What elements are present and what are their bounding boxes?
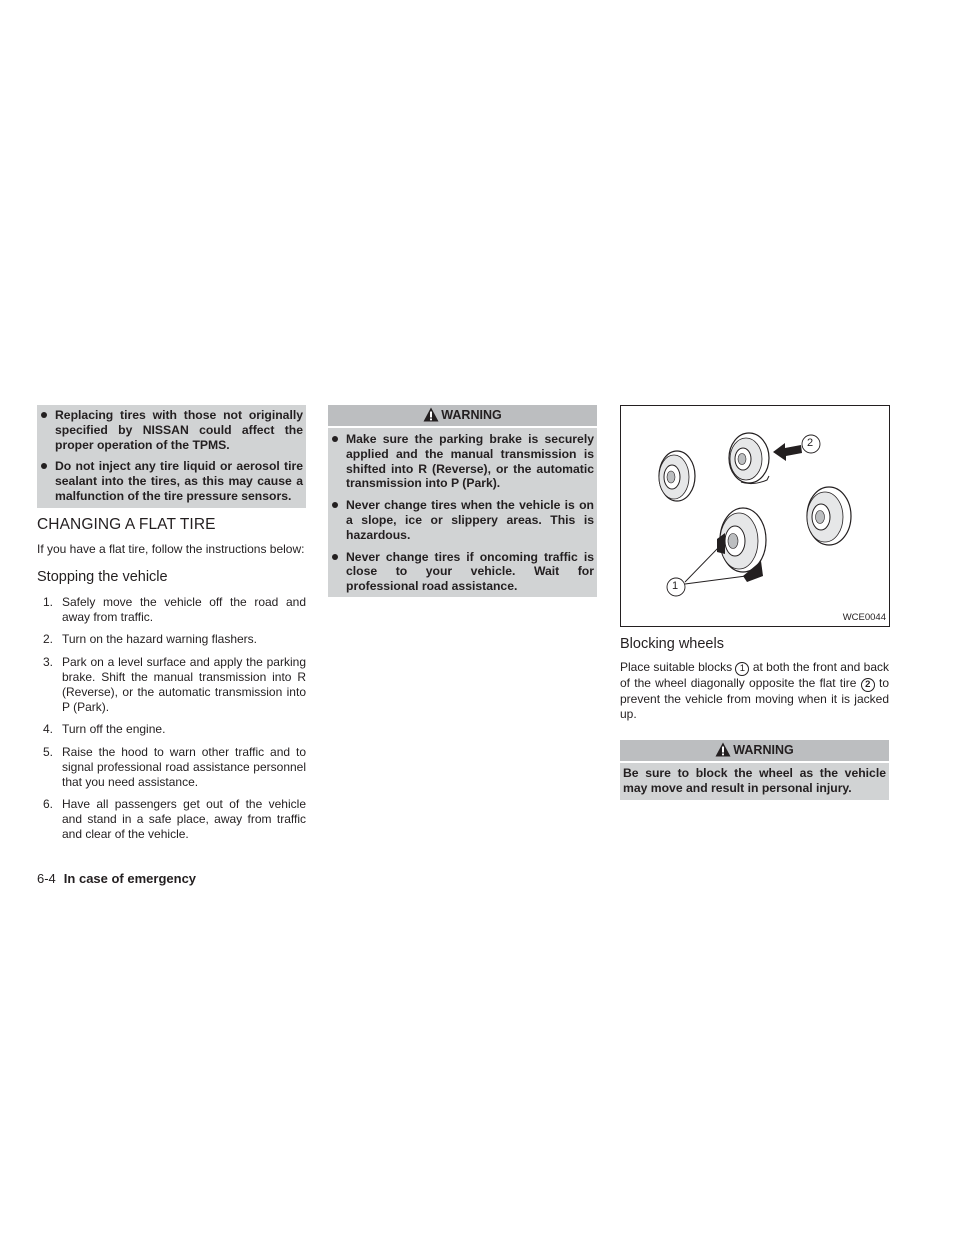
page-footer — [37, 871, 196, 886]
callout-label-2: 2 — [807, 437, 814, 449]
step-text: Turn on the hazard warning flashers. — [62, 632, 257, 647]
step-text: Safely move the vehicle off the road and away from traffic. — [62, 594, 306, 624]
section-heading-changing-flat-tire: CHANGING A FLAT TIRE — [37, 515, 216, 533]
warning-bullet-item: Never change tires if oncoming traffic is close to your vehicle. Wait for professional road assistance. — [331, 550, 594, 594]
blocking-text-c: to prevent the vehicle from moving when it is jacked up. — [620, 676, 889, 721]
tire-rear-right — [807, 487, 851, 545]
intro-paragraph: If you have a flat tire, follow the instructions below: — [37, 541, 305, 556]
step-item — [37, 745, 306, 790]
warning-triangle-icon — [423, 407, 439, 429]
tpms-bullet-item: Do not inject any tire liquid or aerosol tire sealant into the tires, as this may cause a malfunction of the tire pressure sensors. — [40, 459, 303, 503]
step-text: Park on a level surface and apply the parking brake. Shift the manual transmission into R (Reverse), or the automatic transmission into P (Park). — [62, 654, 306, 714]
step-number: 2. — [43, 632, 54, 647]
step-item — [37, 632, 306, 647]
step-item — [37, 655, 306, 715]
callout-marker-2: 2 — [861, 678, 875, 692]
page-number: 6-4 — [37, 871, 56, 886]
warning-box-parking — [328, 405, 597, 597]
subheading-stopping-vehicle: Stopping the vehicle — [37, 568, 168, 585]
figure-code: WCE0044 — [842, 612, 886, 623]
left-column — [37, 405, 306, 850]
tpms-bullet-list — [37, 405, 306, 508]
step-number: 3. — [43, 654, 54, 669]
arrow-icon — [773, 443, 802, 461]
blocking-paragraph — [620, 660, 889, 722]
step-number: 1. — [43, 594, 54, 609]
tire-front-left — [659, 451, 695, 501]
step-text: Raise the hood to warn other traffic and to signal professional road assistance personnel that you need assistance. — [62, 744, 306, 789]
subheading-blocking-wheels: Blocking wheels — [620, 636, 724, 652]
callout-label-1: 1 — [672, 580, 679, 592]
tire-front-right-flat — [729, 433, 769, 484]
step-number: 6. — [43, 797, 54, 812]
blocking-wheels-figure — [620, 405, 890, 627]
right-column — [620, 405, 889, 800]
warning-bullet-list — [328, 428, 597, 597]
step-item — [37, 722, 306, 737]
tpms-bullet-item: Replacing tires with those not originally specified by NISSAN could affect the proper operation of the TPMS. — [40, 408, 303, 452]
middle-column — [328, 405, 597, 597]
step-text: Have all passengers get out of the vehicle and stand in a safe place, away from traffic and clear of the vehicle. — [62, 797, 306, 842]
warning-bullet-item: Never change tires when the vehicle is on a slope, ice or slippery areas. This is hazardous. — [331, 498, 594, 542]
warning-title: WARNING — [441, 408, 502, 422]
tpms-caution-box — [37, 405, 306, 508]
warning-box-blocking — [620, 740, 889, 800]
warning-title: WARNING — [733, 743, 794, 757]
step-text: Turn off the engine. — [62, 722, 166, 737]
warning-header — [620, 740, 889, 763]
tire-rear-blocked — [720, 508, 766, 572]
callout-marker-1: 1 — [735, 662, 749, 676]
blocking-text-a: Place suitable blocks — [620, 660, 733, 674]
step-number: 5. — [43, 744, 54, 759]
chapter-title: In case of emergency — [63, 871, 197, 886]
step-item — [37, 797, 306, 842]
wheels-illustration — [621, 406, 889, 626]
blocking-text-b: at both the front and back of the wheel diagonally opposite the flat tire — [620, 660, 889, 690]
step-number: 4. — [43, 722, 54, 737]
warning-triangle-icon — [715, 742, 731, 764]
warning-text: Be sure to block the wheel as the vehicle may move and result in personal injury. — [623, 766, 886, 795]
step-item — [37, 595, 306, 625]
steps-list — [37, 595, 306, 843]
warning-header — [328, 405, 597, 428]
warning-bullet-item: Make sure the parking brake is securely applied and the manual transmission is shifted into R (Reverse), or the automatic transmission into P (Park). — [331, 432, 594, 491]
